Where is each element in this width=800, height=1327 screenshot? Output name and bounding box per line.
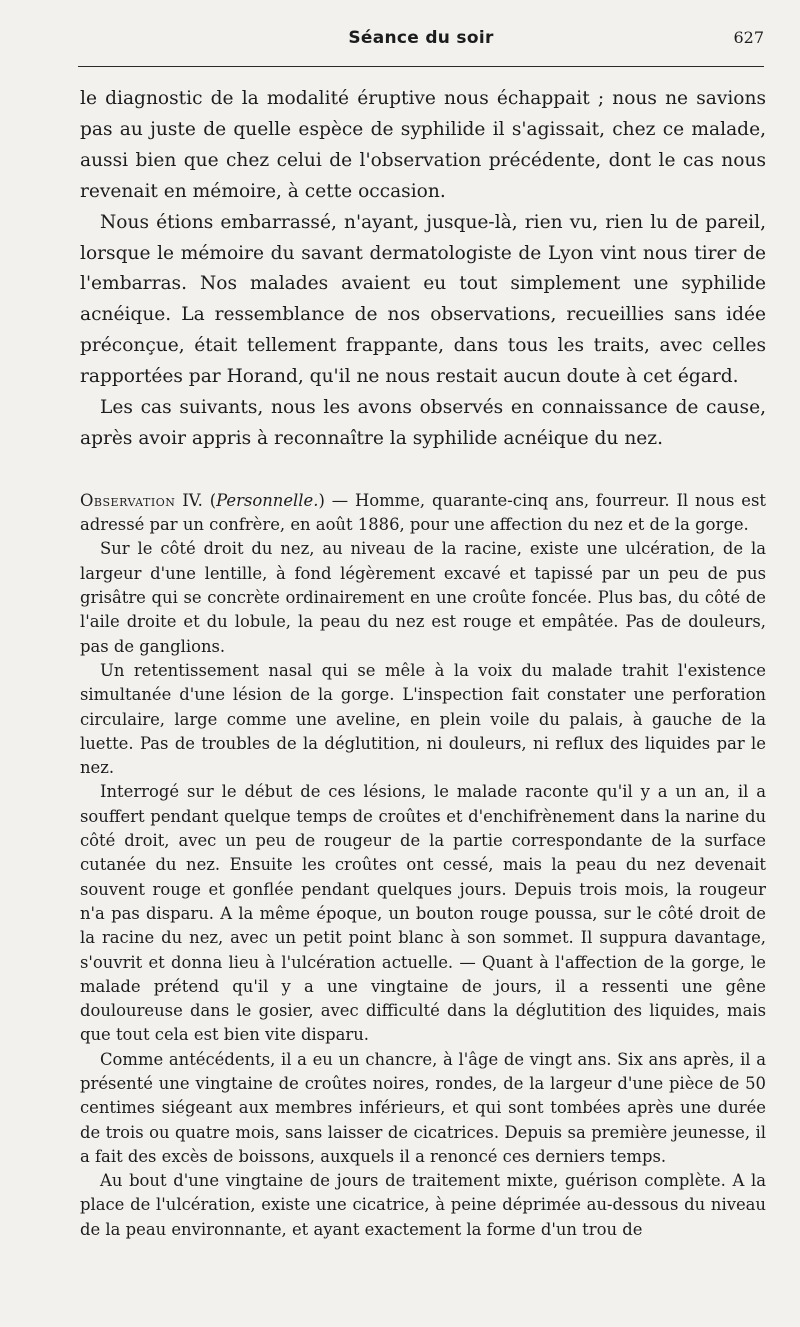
paragraph: Comme antécédents, il a eu un chancre, à l'âge de vingt ans. Six ans après, il a présenté une vingtaine de croûtes noires, rondes, de la largeur d'une pièce de 50 centimes siégeant aux membres inférieurs, et qui sont tombées après une durée de trois ou quatre mois, sans laisser de cicatrices. Depuis sa première jeunesse, il a fait des excès de boissons, auxquels il a renoncé ces derniers temps.	[80, 1049, 766, 1166]
intro-section	[80, 84, 766, 455]
paragraph: Interrogé sur le début de ces lésions, le malade raconte qu'il y a un an, il a souffert pendant quelque temps de croûtes et d'enchifrènement dans la narine du côté droit, avec un peu de rougeur de la partie correspondante de la surface cutanée du nez. Ensuite les croûtes ont cessé, mais la peau du nez devenait souvent rouge et gonflée pendant quelques jours. Depuis trois mois, la rougeur n'a pas disparu. A la même époque, un bouton rouge poussa, sur le côté droit de la racine du nez, avec un petit point blanc à son sommet. Il suppura davantage, s'ouvrit et donna lieu à l'ulcération actuelle. — Quant à l'affection de la gorge, le malade prétend qu'il y a une vingtaine de jours, il a ressenti une gêne douloureuse dans le gosier, avec difficulté dans la déglutition des liquides, mais que tout cela est bien vite disparu.	[80, 782, 766, 1045]
observation-heading-paragraph	[80, 489, 766, 538]
running-title: Séance du soir	[348, 28, 494, 48]
page-number: 627	[733, 28, 764, 47]
paragraph: Les cas suivants, nous les avons observés en connaissance de cause, après avoir appris à reconnaître la syphilide acnéique du nez.	[80, 397, 766, 449]
paragraph: le diagnostic de la modalité éruptive nous échappait ; nous ne savions pas au juste de quelle espèce de syphilide il s'agissait, chez ce malade, aussi bien que chez celui de l'observation précédente, dont le cas nous revenait en mémoire, à cette occasion.	[80, 88, 766, 202]
observation-intro-text: ) — Homme, quarante-cinq ans, fourreur. Il nous est adressé par un confrère, en août 1886, pour une affection du nez et de la gorge.	[80, 490, 766, 535]
header-rule	[78, 66, 764, 67]
observation-number: IV. (	[175, 490, 217, 510]
paragraph: Nous étions embarrassé, n'ayant, jusque-là, rien vu, rien lu de pareil, lorsque le mémoire du savant dermatologiste de Lyon vint nous tirer de l'embarras. Nos malades avaient eu tout simplement une syphilide acnéique. La ressemblance de nos observations, recueillies sans idée préconçue, était tellement frappante, dans tous les traits, avec celles rapportées par Horand, qu'il ne nous restait aucun doute à cet égard.	[80, 211, 766, 388]
observation-section	[80, 489, 766, 1242]
paragraph: Un retentissement nasal qui se mêle à la voix du malade trahit l'existence simultanée d'une lésion de la gorge. L'inspection fait constater une perforation circulaire, large comme une aveline, en plein voile du palais, à gauche de la luette. Pas de troubles de la déglutition, ni douleurs, ni reflux des liquides par le nez.	[80, 660, 766, 778]
page-header	[78, 28, 764, 58]
observation-source: Personnelle.	[216, 490, 319, 510]
paragraph: Au bout d'une vingtaine de jours de traitement mixte, guérison complète. A la place de l'ulcération, existe une cicatrice, à peine déprimée au-dessous du niveau de la peau environnante, et ayant exactement la forme d'un trou de	[80, 1171, 766, 1239]
body-text	[80, 84, 766, 1242]
observation-label: Observation	[80, 490, 176, 510]
paragraph: Sur le côté droit du nez, au niveau de la racine, existe une ulcération, de la largeur d'une lentille, à fond légèrement excavé et tapissé par un peu de pus grisâtre qui se concrète ordinairement en une croûte foncée. Plus bas, du côté de l'aile droite et du lobule, la peau du nez est rouge et empâtée. Pas de douleurs, pas de ganglions.	[80, 539, 766, 656]
